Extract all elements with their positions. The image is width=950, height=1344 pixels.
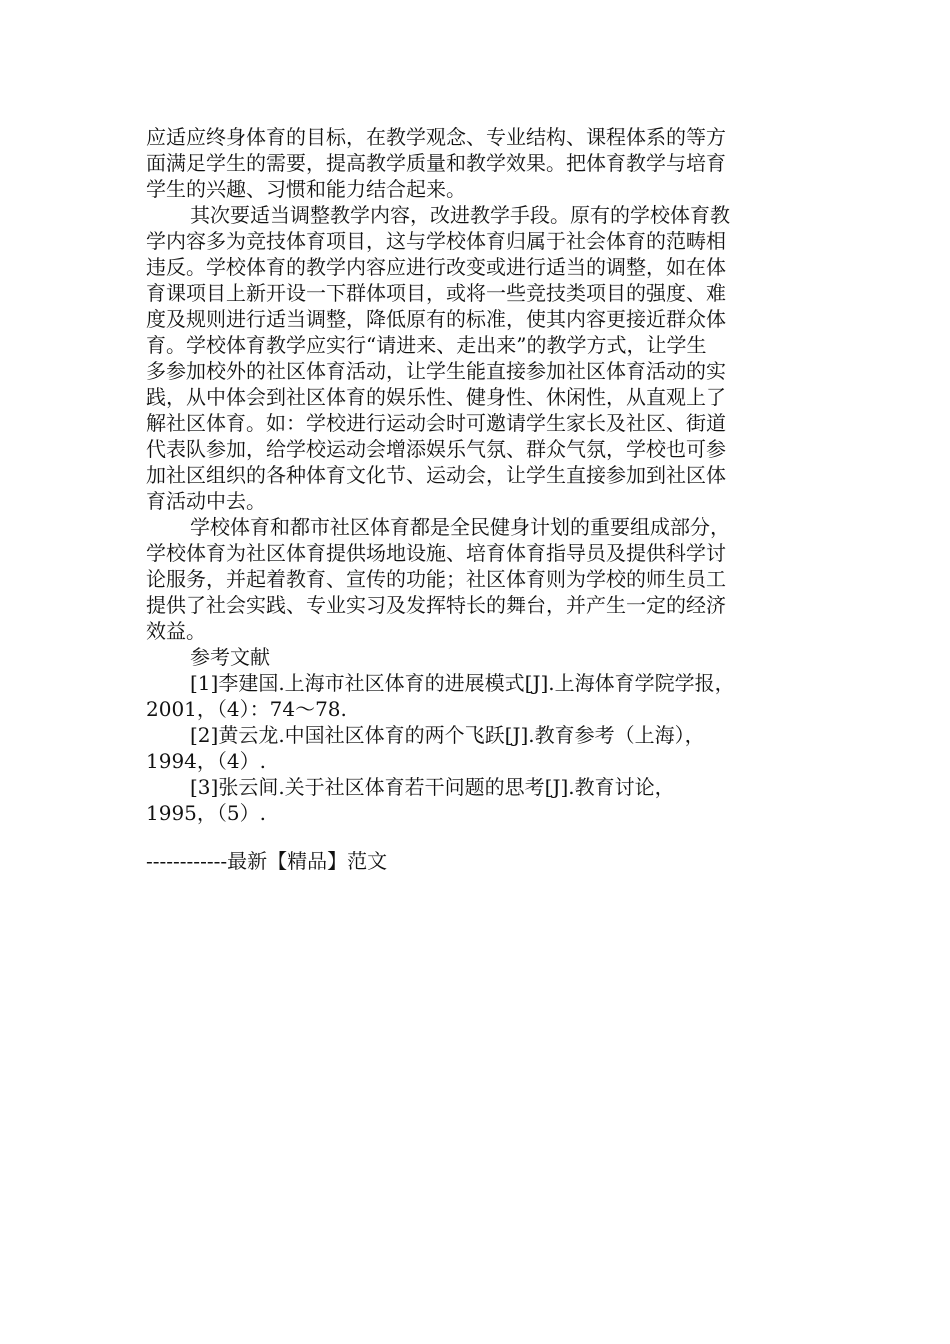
body-line: 解社区体育。如：学校进行运动会时可邀请学生家长及社区、街道 [146,411,726,435]
body-line: 面满足学生的需要，提高教学质量和教学效果。把体育教学与培育 [146,151,726,175]
body-line: 践，从中体会到社区体育的娱乐性、健身性、休闲性，从直观上了 [146,385,726,409]
reference-entry: [2]黄云龙.中国社区体育的两个飞跃[J].教育参考（上海）， [190,723,705,747]
body-line: 应适应终身体育的目标，在教学观念、专业结构、课程体系的等方 [146,125,726,149]
body-line: 学校体育为社区体育提供场地设施、培育体育指导员及提供科学讨 [146,541,726,565]
body-line: 效益。 [146,619,206,643]
body-line: 加社区组织的各种体育文化节、运动会，让学生直接参加到社区体 [146,463,726,487]
body-line: 育课项目上新开设一下群体项目，或将一些竞技类项目的强度、难 [146,281,726,305]
body-line: 度及规则进行适当调整，降低原有的标准，使其内容更接近群众体 [146,307,726,331]
footer-label: ------------最新【精品】范文 [146,849,388,873]
body-line: 提供了社会实践、专业实习及发挥特长的舞台，并产生一定的经济 [146,593,726,617]
body-line: 代表队参加，给学校运动会增添娱乐气氛、群众气氛，学校也可参 [146,437,726,461]
reference-continuation: 1995，（5）. [146,801,266,825]
paragraph-start-line: 其次要适当调整教学内容，改进教学手段。原有的学校体育教 [190,203,730,227]
reference-entry: [3]张云间.关于社区体育若干问题的思考[J].教育讨论， [190,775,675,799]
body-line: 育。学校体育教学应实行“请进来、走出来”的教学方式，让学生 [146,333,707,357]
body-line: 多参加校外的社区体育活动，让学生能直接参加社区体育活动的实 [146,359,726,383]
reference-entry: [1]李建国.上海市社区体育的进展模式[J].上海体育学院学报， [190,671,735,695]
body-line: 论服务，并起着教育、宣传的功能；社区体育则为学校的师生员工 [146,567,726,591]
reference-continuation: 1994，（4）. [146,749,266,773]
body-line: 学内容多为竞技体育项目，这与学校体育归属于社会体育的范畴相 [146,229,726,253]
body-line: 学生的兴趣、习惯和能力结合起来。 [146,177,466,201]
document-body [146,124,814,826]
body-line: 育活动中去。 [146,489,266,513]
reference-continuation: 2001，（4）：74～78. [146,697,347,721]
body-line: 违反。学校体育的教学内容应进行改变或进行适当的调整，如在体 [146,255,726,279]
paragraph-start-line: 学校体育和都市社区体育都是全民健身计划的重要组成部分， [190,515,730,539]
references-heading: 参考文献 [190,645,270,669]
